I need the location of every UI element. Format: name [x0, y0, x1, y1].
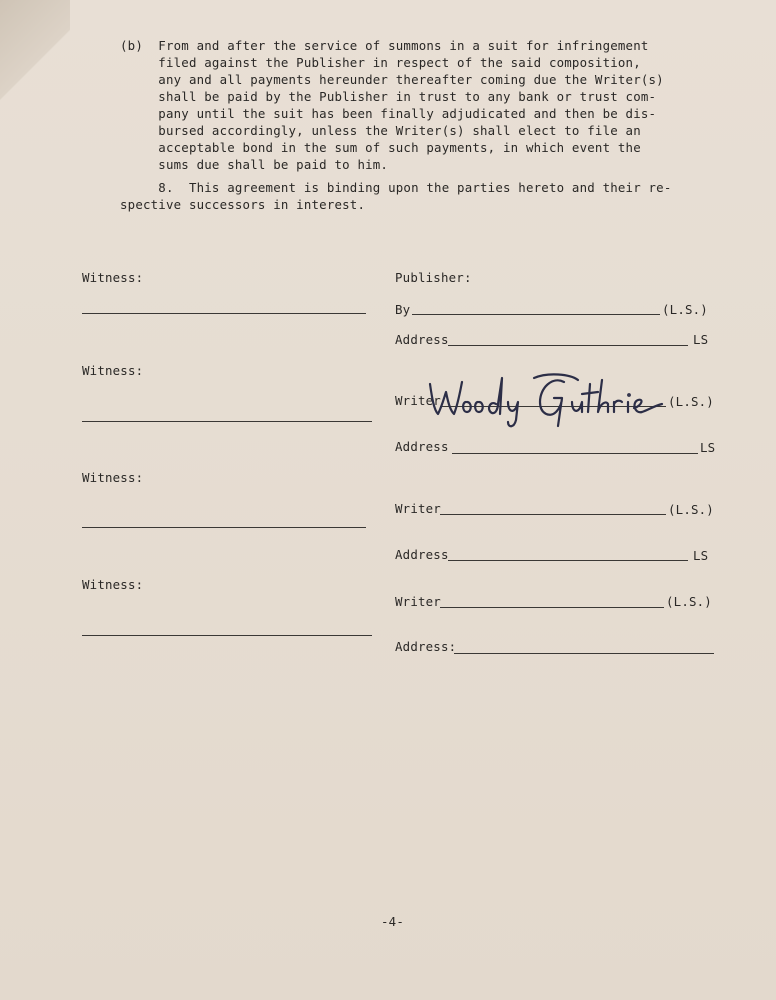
writer-ls-mark: (L.S.) — [668, 394, 714, 409]
writer-ls-mark: (L.S.) — [666, 594, 712, 609]
folded-corner — [0, 0, 70, 110]
writer-signature-line[interactable] — [440, 607, 664, 608]
publisher-address-ls: LS — [693, 332, 709, 347]
witness-signature-line[interactable] — [82, 527, 366, 528]
clause-b-line: shall be paid by the Publisher in trust to any bank or trust com- — [120, 89, 657, 104]
writer-address-label: Address — [395, 439, 449, 454]
publisher-ls-mark: (L.S.) — [662, 302, 708, 317]
witness-signature-line[interactable] — [82, 635, 372, 636]
clause-b-line: filed against the Publisher in respect of the said composition, — [120, 55, 641, 70]
writer-address-line[interactable] — [452, 453, 698, 454]
writer-signature-line[interactable] — [440, 514, 666, 515]
witness-label: Witness: — [82, 470, 144, 485]
publisher-address-label: Address — [395, 332, 449, 347]
publisher-signature-line[interactable] — [412, 314, 660, 315]
witness-signature-line[interactable] — [82, 421, 372, 422]
writer-address-line[interactable] — [448, 560, 688, 561]
writer-label: Writer — [395, 393, 441, 408]
clause-b-line: any and all payments hereunder thereafter coming due the Writer(s) — [120, 72, 664, 87]
clause-b-line: acceptable bond in the sum of such payments, in which event the — [120, 140, 641, 155]
witness-label: Witness: — [82, 577, 144, 592]
writer-address-label: Address: — [395, 639, 457, 654]
writer-address-label: Address — [395, 547, 449, 562]
writer-address-line[interactable] — [454, 653, 714, 654]
clause-8-line: spective successors in interest. — [120, 197, 366, 212]
page-number: -4- — [381, 914, 404, 929]
publisher-by-label: By — [395, 302, 411, 317]
clause-b-line: bursed accordingly, unless the Writer(s) shall elect to file an — [120, 123, 641, 138]
publisher-address-line[interactable] — [448, 345, 688, 346]
witness-signature-line[interactable] — [82, 313, 366, 314]
writer-label: Writer — [395, 594, 441, 609]
clause-b-line: pany until the suit has been finally adjudicated and then be dis- — [120, 106, 657, 121]
witness-label: Witness: — [82, 270, 144, 285]
writer-label: Writer — [395, 501, 441, 516]
clause-b-line: (b) From and after the service of summons in a suit for infringement — [120, 38, 649, 53]
writer-address-ls: LS — [693, 548, 709, 563]
publisher-heading: Publisher: — [395, 270, 472, 285]
handwritten-signature — [422, 368, 682, 432]
clause-8-line: 8. This agreement is binding upon the parties hereto and their re- — [120, 180, 672, 195]
witness-label: Witness: — [82, 363, 144, 378]
writer-address-ls: LS — [700, 440, 716, 455]
writer-ls-mark: (L.S.) — [668, 502, 714, 517]
clause-b-line: sums due shall be paid to him. — [120, 157, 389, 172]
